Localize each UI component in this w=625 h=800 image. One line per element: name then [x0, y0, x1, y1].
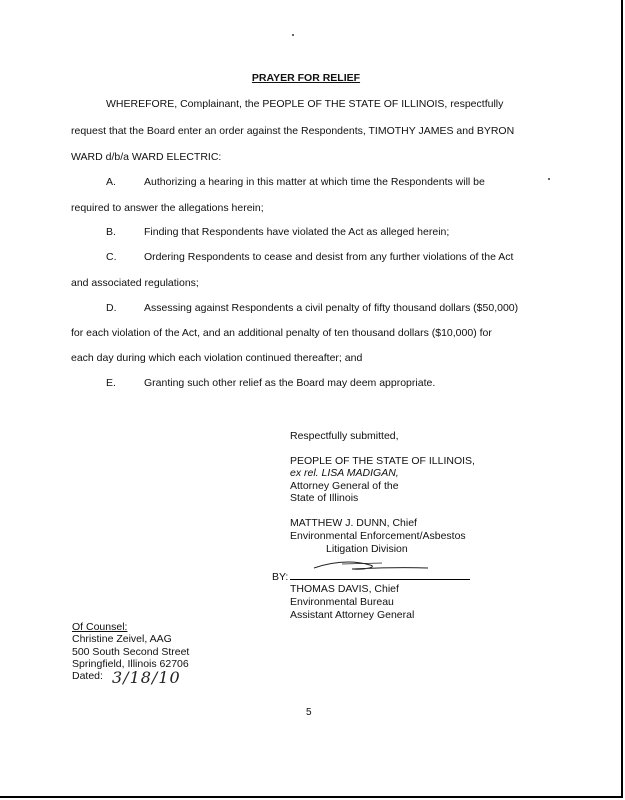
ag-line: State of Illinois [290, 492, 359, 504]
ag-line: Attorney General of the [290, 480, 399, 492]
item-letter-a: A. [106, 176, 116, 188]
item-text-c-cont: and associated regulations; [71, 277, 199, 289]
item-letter-d: D. [106, 302, 117, 314]
signer-name: THOMAS DAVIS, Chief [290, 583, 399, 595]
party-name: PEOPLE OF THE STATE OF ILLINOIS, [290, 455, 475, 467]
chief-name: MATTHEW J. DUNN, Chief [290, 517, 417, 529]
handwritten-date [112, 668, 181, 688]
scan-speck [292, 34, 294, 36]
item-text-d-cont: for each violation of the Act, and an additional penalty of ten thousand dollars ($10,000) for [71, 327, 492, 339]
chief-dept: Environmental Enforcement/Asbestos [290, 530, 466, 542]
signer-bureau: Environmental Bureau [290, 596, 394, 608]
item-text-d: Assessing against Respondents a civil penalty of fifty thousand dollars ($50,000) [144, 302, 519, 314]
item-text-d-cont: each day during which each violation continued thereafter; and [71, 352, 363, 364]
ex-rel: ex rel. LISA MADIGAN, [290, 467, 399, 479]
counsel-street: 500 South Second Street [72, 646, 190, 658]
page-number: 5 [306, 707, 312, 718]
signer-title: Assistant Attorney General [290, 609, 415, 621]
item-text-a-cont: required to answer the allegations herein; [71, 202, 264, 214]
by-label: BY: [272, 571, 289, 583]
intro-line: request that the Board enter an order against the Respondents, TIMOTHY JAMES and BYRON [71, 125, 515, 137]
intro-line: WARD d/b/a WARD ELECTRIC: [71, 151, 222, 163]
intro-line: WHEREFORE, Complainant, the PEOPLE OF THE STATE OF ILLINOIS, respectfully [106, 98, 504, 110]
signature-line [290, 579, 470, 580]
closing: Respectfully submitted, [290, 430, 399, 442]
scan-speck [548, 178, 550, 180]
dated-label: Dated: [72, 670, 103, 682]
handwritten-date-text: 3/18/10 [112, 668, 181, 687]
item-letter-c: C. [106, 251, 117, 263]
counsel-city: Springfield, Illinois 62706 [72, 658, 189, 670]
signature-scribble [312, 556, 432, 576]
item-letter-e: E. [106, 377, 116, 389]
item-text-b: Finding that Respondents have violated the Act as alleged herein; [144, 226, 450, 238]
chief-dept: Litigation Division [326, 543, 408, 555]
item-letter-b: B. [106, 226, 116, 238]
item-text-e: Granting such other relief as the Board may deem appropriate. [144, 377, 436, 389]
page-title: PRAYER FOR RELIEF [251, 72, 361, 84]
counsel-label: Of Counsel: [72, 621, 128, 633]
item-text-c: Ordering Respondents to cease and desist from any further violations of the Act [144, 251, 514, 263]
counsel-name: Christine Zeivel, AAG [72, 633, 172, 645]
item-text-a: Authorizing a hearing in this matter at which time the Respondents will be [144, 176, 485, 188]
